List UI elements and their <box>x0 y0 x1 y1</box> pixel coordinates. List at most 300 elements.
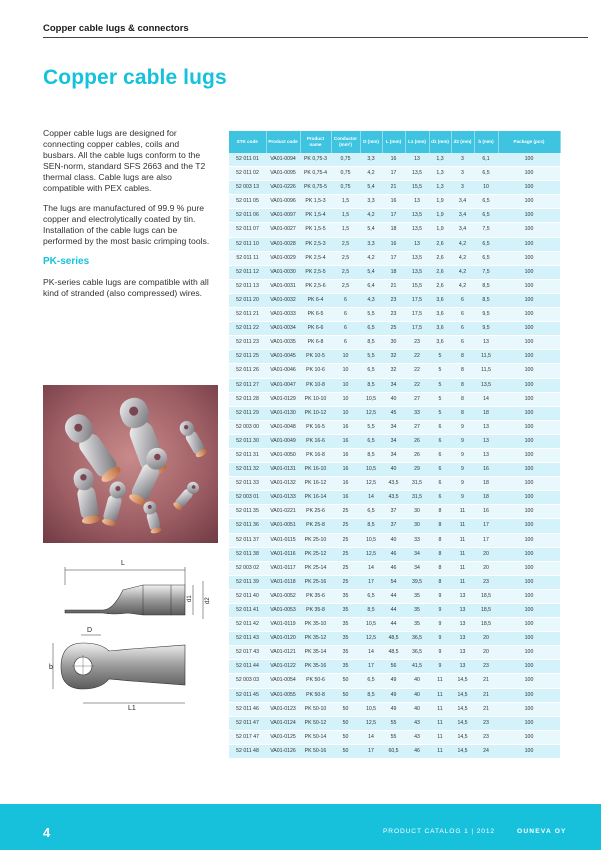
table-row <box>229 575 560 589</box>
table-cell: 14,5 <box>451 730 474 744</box>
table-cell: 52 011 10 <box>229 237 266 251</box>
table-cell: 6,5 <box>474 167 498 181</box>
table-cell: 16 <box>382 153 405 167</box>
table-cell: 52 011 45 <box>229 688 266 702</box>
table-row <box>229 491 560 505</box>
table-cell: 12,5 <box>360 406 382 420</box>
column-header: d1 (mm) <box>429 131 451 153</box>
table-cell: 13 <box>451 632 474 646</box>
table-cell: 52 011 01 <box>229 153 266 167</box>
table-cell: PK 6-4 <box>300 293 331 307</box>
table-cell: 11,5 <box>474 364 498 378</box>
table-cell: 52 011 46 <box>229 702 266 716</box>
table-cell: 12,5 <box>360 547 382 561</box>
table-cell: 13 <box>451 618 474 632</box>
table-cell: 16 <box>382 237 405 251</box>
table-row <box>229 406 560 420</box>
table-cell: 10 <box>331 364 360 378</box>
table-cell: VA01-0095 <box>266 167 300 181</box>
table-cell: 9 <box>429 660 451 674</box>
table-cell: PK 35-14 <box>300 646 331 660</box>
table-cell: 48,5 <box>382 646 405 660</box>
table-cell: 16 <box>474 463 498 477</box>
table-cell: 9 <box>451 434 474 448</box>
table-cell: 34 <box>382 378 405 392</box>
table-row <box>229 660 560 674</box>
table-cell: 100 <box>498 406 560 420</box>
table-row <box>229 702 560 716</box>
table-cell: 6 <box>331 322 360 336</box>
table-cell: VA01-0053 <box>266 604 300 618</box>
table-cell: 21 <box>474 674 498 688</box>
table-cell: PK 6-8 <box>300 336 331 350</box>
table-cell: 16 <box>474 505 498 519</box>
table-cell: 40 <box>405 674 429 688</box>
table-cell: 35 <box>405 604 429 618</box>
table-cell: 9 <box>429 632 451 646</box>
table-cell: 5,4 <box>360 181 382 195</box>
table-cell: VA01-0115 <box>266 533 300 547</box>
table-cell: 16 <box>331 420 360 434</box>
table-row <box>229 251 560 265</box>
table-cell: 100 <box>498 167 560 181</box>
table-cell: VA01-0029 <box>266 251 300 265</box>
table-cell: 52 011 31 <box>229 448 266 462</box>
table-cell: VA01-0117 <box>266 561 300 575</box>
table-row <box>229 604 560 618</box>
table-cell: 8,5 <box>474 279 498 293</box>
table-cell: VA01-0126 <box>266 744 300 758</box>
table-cell: 6 <box>429 448 451 462</box>
table-cell: 18,5 <box>474 589 498 603</box>
table-cell: 3,3 <box>360 153 382 167</box>
table-cell: 5 <box>429 392 451 406</box>
table-cell: 10,5 <box>360 392 382 406</box>
table-cell: 3,4 <box>451 209 474 223</box>
table-cell: 40 <box>405 688 429 702</box>
column-header: D (mm) <box>360 131 382 153</box>
section-header: Copper cable lugs & connectors <box>43 23 189 34</box>
table-cell: 8,5 <box>360 448 382 462</box>
table-cell: PK 16-6 <box>300 434 331 448</box>
table-cell: 100 <box>498 505 560 519</box>
table-cell: 8,5 <box>360 604 382 618</box>
product-photo <box>43 385 218 543</box>
table-cell: PK 10-5 <box>300 350 331 364</box>
table-cell: 40 <box>382 533 405 547</box>
table-cell: VA01-0121 <box>266 646 300 660</box>
dim-d2-label: d2 <box>205 597 211 604</box>
table-cell: 52 011 20 <box>229 293 266 307</box>
table-cell: 8 <box>451 378 474 392</box>
table-cell: 49 <box>382 674 405 688</box>
table-cell: VA01-0123 <box>266 702 300 716</box>
table-cell: 6,5 <box>360 364 382 378</box>
table-cell: 9,5 <box>474 308 498 322</box>
table-cell: 25 <box>331 561 360 575</box>
table-row <box>229 730 560 744</box>
table-cell: 24 <box>474 744 498 758</box>
table-cell: 100 <box>498 716 560 730</box>
table-cell: PK 25-12 <box>300 547 331 561</box>
table-cell: 52 011 38 <box>229 547 266 561</box>
table-cell: 46 <box>382 547 405 561</box>
table-cell: 31,5 <box>405 491 429 505</box>
table-cell: 35 <box>331 618 360 632</box>
table-cell: 5 <box>429 406 451 420</box>
table-cell: 1,3 <box>429 153 451 167</box>
table-cell: 12,5 <box>360 632 382 646</box>
technical-drawing <box>43 555 223 715</box>
table-cell: 44 <box>382 618 405 632</box>
table-cell: 6,4 <box>360 279 382 293</box>
table-cell: 100 <box>498 632 560 646</box>
table-cell: 34 <box>405 561 429 575</box>
table-cell: 17 <box>382 167 405 181</box>
table-cell: 52 003 02 <box>229 561 266 575</box>
table-cell: PK 2,5-5 <box>300 265 331 279</box>
table-cell: 11 <box>451 547 474 561</box>
table-cell: 18 <box>474 477 498 491</box>
table-cell: 15,5 <box>405 279 429 293</box>
table-cell: 100 <box>498 589 560 603</box>
table-cell: 52 011 26 <box>229 364 266 378</box>
table-cell: 22 <box>405 378 429 392</box>
column-header: d2 (mm) <box>451 131 474 153</box>
table-cell: 100 <box>498 181 560 195</box>
table-cell: 4,3 <box>360 293 382 307</box>
table-cell: 5,4 <box>360 265 382 279</box>
table-cell: 100 <box>498 463 560 477</box>
table-cell: PK 1,5-5 <box>300 223 331 237</box>
table-cell: 100 <box>498 547 560 561</box>
table-cell: 52 011 12 <box>229 265 266 279</box>
table-cell: PK 25-14 <box>300 561 331 575</box>
table-cell: VA01-0226 <box>266 181 300 195</box>
table-cell: 13,5 <box>474 378 498 392</box>
table-row <box>229 561 560 575</box>
table-row <box>229 364 560 378</box>
table-cell: 14,5 <box>451 716 474 730</box>
table-cell: 52 011 23 <box>229 336 266 350</box>
table-cell: 6 <box>451 293 474 307</box>
table-cell: 52 011 05 <box>229 195 266 209</box>
table-cell: 35 <box>331 604 360 618</box>
table-cell: VA01-0050 <box>266 448 300 462</box>
footer-bar <box>0 804 601 850</box>
table-row <box>229 237 560 251</box>
table-cell: 8,5 <box>360 519 382 533</box>
table-cell: 44 <box>382 604 405 618</box>
table-cell: 3,6 <box>429 336 451 350</box>
table-cell: 5 <box>429 378 451 392</box>
table-cell: 10,5 <box>360 463 382 477</box>
table-cell: 50 <box>331 688 360 702</box>
table-cell: 1,5 <box>331 195 360 209</box>
table-cell: 17 <box>474 519 498 533</box>
table-cell: PK 50-6 <box>300 674 331 688</box>
table-cell: 6 <box>451 308 474 322</box>
table-cell: 12,5 <box>360 716 382 730</box>
table-cell: 18 <box>474 491 498 505</box>
table-cell: 100 <box>498 660 560 674</box>
page-number: 4 <box>43 825 51 840</box>
table-cell: 30 <box>382 336 405 350</box>
table-cell: 6 <box>331 336 360 350</box>
table-cell: 11 <box>429 688 451 702</box>
table-cell: 9 <box>429 646 451 660</box>
table-cell: 1,3 <box>429 167 451 181</box>
table-cell: 11 <box>429 716 451 730</box>
table-cell: 29 <box>405 463 429 477</box>
table-cell: 11,5 <box>474 350 498 364</box>
table-cell: 100 <box>498 350 560 364</box>
table-cell: 55 <box>382 730 405 744</box>
table-cell: VA01-0049 <box>266 434 300 448</box>
intro-paragraph-2: The lugs are manufactured of 99.9 % pure copper and electrolytically coated by tin. Installation of the cable lugs can be performed by the most basic crimping tools. <box>43 203 210 246</box>
table-cell: PK 50-12 <box>300 716 331 730</box>
table-cell: 16 <box>331 448 360 462</box>
table-cell: 31,5 <box>405 477 429 491</box>
table-row <box>229 448 560 462</box>
table-cell: 9 <box>451 420 474 434</box>
table-cell: 52 011 48 <box>229 744 266 758</box>
table-cell: PK 16-14 <box>300 491 331 505</box>
table-cell: 0,75 <box>331 167 360 181</box>
table-cell: 9 <box>451 463 474 477</box>
column-header: STK code <box>229 131 266 153</box>
table-cell: 100 <box>498 575 560 589</box>
table-row <box>229 336 560 350</box>
table-cell: 41,5 <box>405 660 429 674</box>
table-cell: 14 <box>360 646 382 660</box>
table-cell: 6,5 <box>360 505 382 519</box>
table-cell: PK 2,5-3 <box>300 237 331 251</box>
table-cell: VA01-0045 <box>266 350 300 364</box>
table-cell: 23 <box>405 336 429 350</box>
table-cell: 18 <box>382 223 405 237</box>
table-cell: 52 017 47 <box>229 730 266 744</box>
table-cell: 11 <box>429 702 451 716</box>
table-cell: 6,5 <box>474 195 498 209</box>
table-row <box>229 547 560 561</box>
table-cell: 1,5 <box>331 223 360 237</box>
table-cell: PK 35-12 <box>300 632 331 646</box>
table-cell: 11 <box>451 519 474 533</box>
table-cell: 52 011 07 <box>229 223 266 237</box>
brand-name: OUNEVA OY <box>517 828 567 835</box>
table-row <box>229 632 560 646</box>
table-cell: PK 10-10 <box>300 392 331 406</box>
table-cell: 5,5 <box>360 350 382 364</box>
table-cell: VA01-0046 <box>266 364 300 378</box>
table-cell: 50 <box>331 702 360 716</box>
table-cell: VA01-0055 <box>266 688 300 702</box>
table-cell: 100 <box>498 674 560 688</box>
table-cell: 56 <box>382 660 405 674</box>
table-cell: 40 <box>382 463 405 477</box>
table-cell: 18 <box>474 406 498 420</box>
table-cell: 52 011 13 <box>229 279 266 293</box>
table-cell: 32 <box>382 350 405 364</box>
table-cell: 11 <box>451 505 474 519</box>
table-cell: 2,6 <box>429 237 451 251</box>
table-cell: 34 <box>382 434 405 448</box>
table-row <box>229 744 560 758</box>
table-cell: 3,3 <box>360 237 382 251</box>
table-cell: 14 <box>360 491 382 505</box>
table-cell: VA01-0027 <box>266 223 300 237</box>
header-rule <box>43 37 588 38</box>
table-cell: 8 <box>451 406 474 420</box>
table-cell: 60,5 <box>382 744 405 758</box>
table-cell: 11 <box>429 730 451 744</box>
table-cell: 100 <box>498 477 560 491</box>
table-row <box>229 279 560 293</box>
column-header: Conductor (mm²) <box>331 131 360 153</box>
table-cell: PK 35-6 <box>300 589 331 603</box>
column-header: Package (pcs) <box>498 131 560 153</box>
table-cell: 17,5 <box>405 322 429 336</box>
table-cell: 40 <box>382 392 405 406</box>
table-cell: 6 <box>429 463 451 477</box>
table-cell: PK 2,5-4 <box>300 251 331 265</box>
table-cell: 8 <box>429 505 451 519</box>
table-cell: 13 <box>405 237 429 251</box>
table-cell: 50 <box>331 674 360 688</box>
table-cell: 2,5 <box>331 251 360 265</box>
table-cell: 17,5 <box>405 308 429 322</box>
table-cell: 4,2 <box>451 237 474 251</box>
table-cell: VA01-0221 <box>266 505 300 519</box>
table-cell: 25 <box>331 575 360 589</box>
dim-D-label: D <box>87 627 93 634</box>
intro-paragraph-3: PK-series cable lugs are compatible with all kind of stranded (also compressed) wires. <box>43 277 209 298</box>
table-cell: 5,5 <box>360 308 382 322</box>
table-cell: 49 <box>382 702 405 716</box>
table-cell: VA01-0129 <box>266 392 300 406</box>
table-cell: 16 <box>331 463 360 477</box>
table-cell: 14 <box>360 561 382 575</box>
table-cell: 43 <box>405 730 429 744</box>
table-cell: 25 <box>382 322 405 336</box>
table-cell: PK 1,5-3 <box>300 195 331 209</box>
table-cell: 2,5 <box>331 237 360 251</box>
table-cell: 3,3 <box>360 195 382 209</box>
table-cell: 13,5 <box>405 265 429 279</box>
table-cell: 34 <box>382 420 405 434</box>
table-cell: VA01-0030 <box>266 265 300 279</box>
table-row <box>229 308 560 322</box>
column-header: L (mm) <box>382 131 405 153</box>
table-cell: 8 <box>451 364 474 378</box>
table-cell: PK 6-5 <box>300 308 331 322</box>
table-cell: PK 50-8 <box>300 688 331 702</box>
table-cell: 21 <box>474 702 498 716</box>
table-cell: 35 <box>331 589 360 603</box>
table-cell: 52 011 37 <box>229 533 266 547</box>
table-cell: PK 35-10 <box>300 618 331 632</box>
table-cell: 100 <box>498 209 560 223</box>
table-cell: 15,5 <box>405 181 429 195</box>
table-cell: VA01-0031 <box>266 279 300 293</box>
table-cell: 52 011 22 <box>229 322 266 336</box>
column-header: L1 (mm) <box>405 131 429 153</box>
table-cell: 6,5 <box>474 251 498 265</box>
table-cell: PK 10-8 <box>300 378 331 392</box>
table-body <box>229 153 560 759</box>
table-cell: 25 <box>331 505 360 519</box>
table-cell: 52 011 11 <box>229 251 266 265</box>
table-cell: 52 011 43 <box>229 632 266 646</box>
table-cell: PK 50-16 <box>300 744 331 758</box>
table-cell: 100 <box>498 730 560 744</box>
table-cell: 7,5 <box>474 223 498 237</box>
table-cell: 11 <box>451 561 474 575</box>
table-cell: PK 16-5 <box>300 420 331 434</box>
table-cell: 3,4 <box>451 223 474 237</box>
table-cell: 22 <box>405 350 429 364</box>
table-cell: 8 <box>429 547 451 561</box>
table-cell: PK 25-8 <box>300 519 331 533</box>
table-cell: VA01-0054 <box>266 674 300 688</box>
table-cell: 100 <box>498 434 560 448</box>
table-cell: VA01-0118 <box>266 575 300 589</box>
table-cell: 18 <box>382 265 405 279</box>
table-cell: PK 35-8 <box>300 604 331 618</box>
table-cell: 3,4 <box>451 195 474 209</box>
table-cell: 23 <box>474 575 498 589</box>
table-cell: 6 <box>429 477 451 491</box>
table-cell: 33 <box>405 533 429 547</box>
table-cell: VA01-0097 <box>266 209 300 223</box>
table-cell: 17 <box>360 660 382 674</box>
table-cell: 5 <box>429 364 451 378</box>
table-cell: 10,5 <box>360 702 382 716</box>
dim-L1-label: L1 <box>128 705 136 712</box>
table-cell: PK 50-10 <box>300 702 331 716</box>
table-cell: 52 017 43 <box>229 646 266 660</box>
table-cell: 9 <box>451 448 474 462</box>
table-cell: VA01-0094 <box>266 153 300 167</box>
table-cell: 100 <box>498 322 560 336</box>
table-cell: 35 <box>405 589 429 603</box>
table-cell: 4,2 <box>451 251 474 265</box>
catalog-label: PRODUCT CATALOG 1 | 2012 <box>383 828 495 835</box>
table-cell: 11 <box>451 533 474 547</box>
table-cell: 33 <box>405 406 429 420</box>
table-cell: 18,5 <box>474 604 498 618</box>
table-cell: 43 <box>405 716 429 730</box>
table-cell: 100 <box>498 392 560 406</box>
table-cell: 52 011 35 <box>229 505 266 519</box>
table-cell: 44 <box>382 589 405 603</box>
table-cell: 26 <box>405 434 429 448</box>
table-cell: 11 <box>429 744 451 758</box>
table-cell: 6,5 <box>360 674 382 688</box>
table-cell: 30 <box>405 519 429 533</box>
table-cell: PK 16-12 <box>300 477 331 491</box>
table-cell: 100 <box>498 237 560 251</box>
table-cell: 52 011 28 <box>229 392 266 406</box>
table-cell: 35 <box>331 660 360 674</box>
table-cell: 100 <box>498 561 560 575</box>
table-cell: 25 <box>331 519 360 533</box>
table-cell: 23 <box>382 293 405 307</box>
table-cell: 13 <box>474 420 498 434</box>
table-cell: 20 <box>474 547 498 561</box>
table-cell: 13 <box>474 336 498 350</box>
